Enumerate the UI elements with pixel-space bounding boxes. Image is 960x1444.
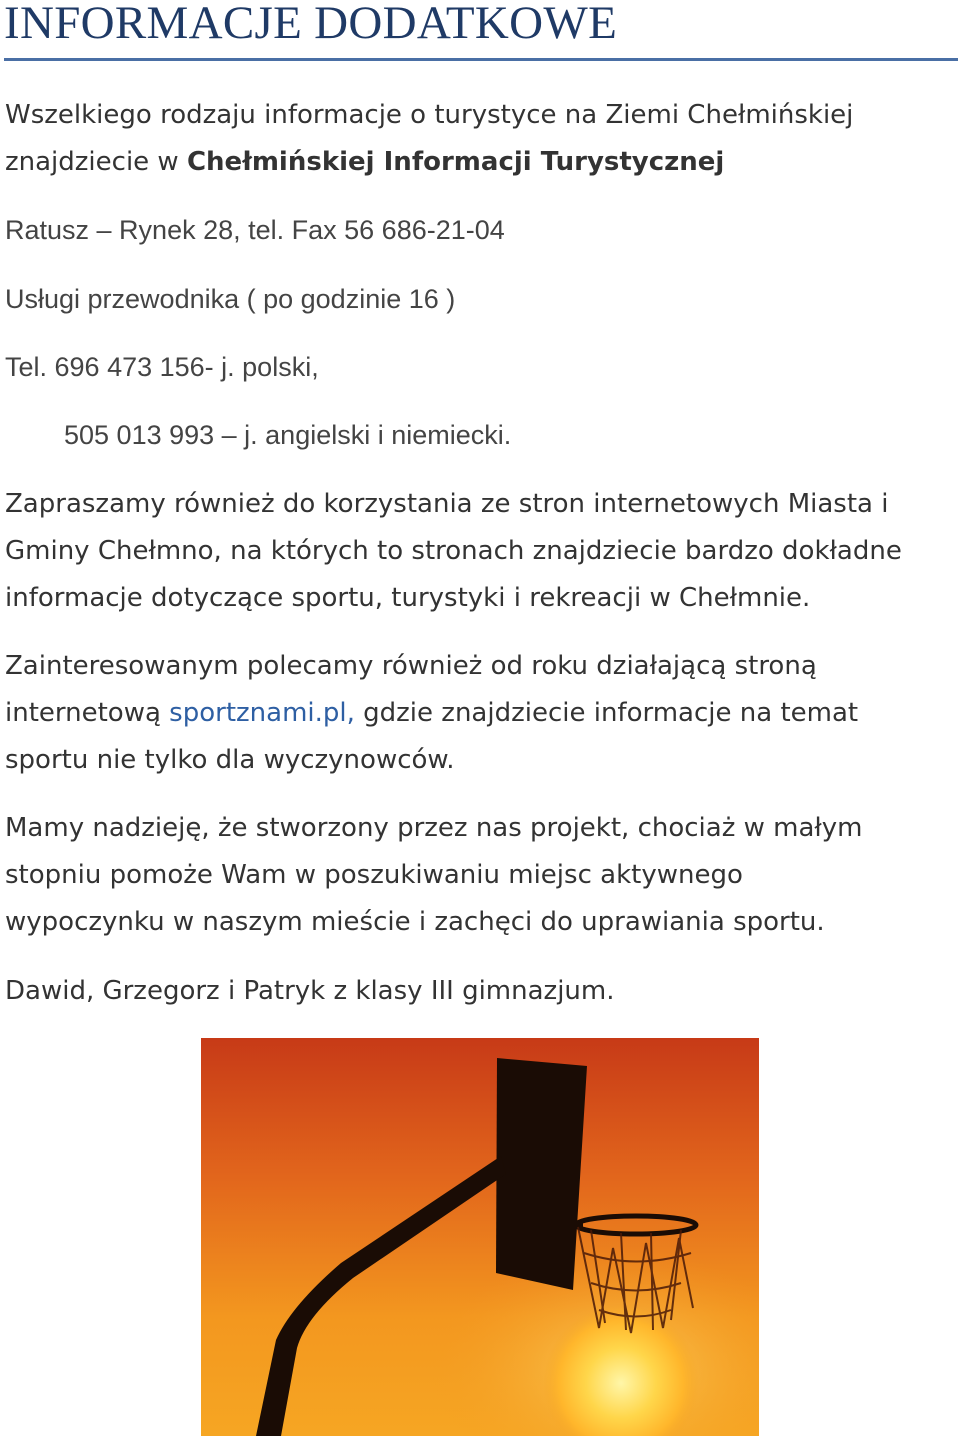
page-title: INFORMACJE DODATKOWE: [4, 0, 618, 49]
hope-line-2: stopniu pomoże Wam w poszukiwaniu miejsc aktywnego: [5, 860, 743, 890]
sport-line-2-post: gdzie znajdziecie informacje na temat: [354, 698, 859, 728]
tourist-info-name: Chełmińskiej Informacji Turystycznej: [186, 147, 725, 177]
hope-line-3: wypoczynku w naszym mieście i zachęci do uprawiania sportu.: [5, 907, 825, 937]
intro-line-2-text: znajdziecie w: [5, 147, 187, 177]
sport-line-1: Zainteresowanym polecamy również od roku działającą stroną: [5, 651, 817, 681]
intro-line-1: Wszelkiego rodzaju informacje o turystyce na Ziemi Chełmińskiej: [5, 100, 854, 130]
address-line: Ratusz – Rynek 28, tel. Fax 56 686-21-04: [5, 215, 505, 245]
sportznami-link[interactable]: sportznami.pl,: [169, 698, 355, 728]
title-underline: [4, 58, 958, 61]
backboard: [496, 1058, 587, 1290]
websites-line-1: Zapraszamy również do korzystania ze stron internetowych Miasta i: [5, 489, 889, 519]
basketball-sunset-photo: [201, 1038, 759, 1436]
rim-bracket: [571, 1221, 583, 1229]
websites-line-3: informacje dotyczące sportu, turystyki i rekreacji w Chełmnie.: [5, 583, 811, 613]
tel-polish: Tel. 696 473 156- j. polski,: [5, 352, 319, 382]
guide-line: Usługi przewodnika ( po godzinie 16 ): [5, 284, 456, 314]
websites-line-2: Gminy Chełmno, na których to stronach znajdziecie bardzo dokładne: [5, 536, 902, 566]
sport-line-3: sportu nie tylko dla wyczynowców.: [5, 745, 455, 775]
sport-line-2: [5, 690, 858, 737]
tel-english-german: 505 013 993 – j. angielski i niemiecki.: [64, 420, 512, 450]
intro-line-2: [5, 139, 724, 186]
signature: Dawid, Grzegorz i Patryk z klasy III gimnazjum.: [5, 976, 615, 1006]
hope-line-1: Mamy nadzieję, że stworzony przez nas projekt, chociaż w małym: [5, 813, 863, 843]
sport-line-2-pre: internetową: [5, 698, 170, 728]
